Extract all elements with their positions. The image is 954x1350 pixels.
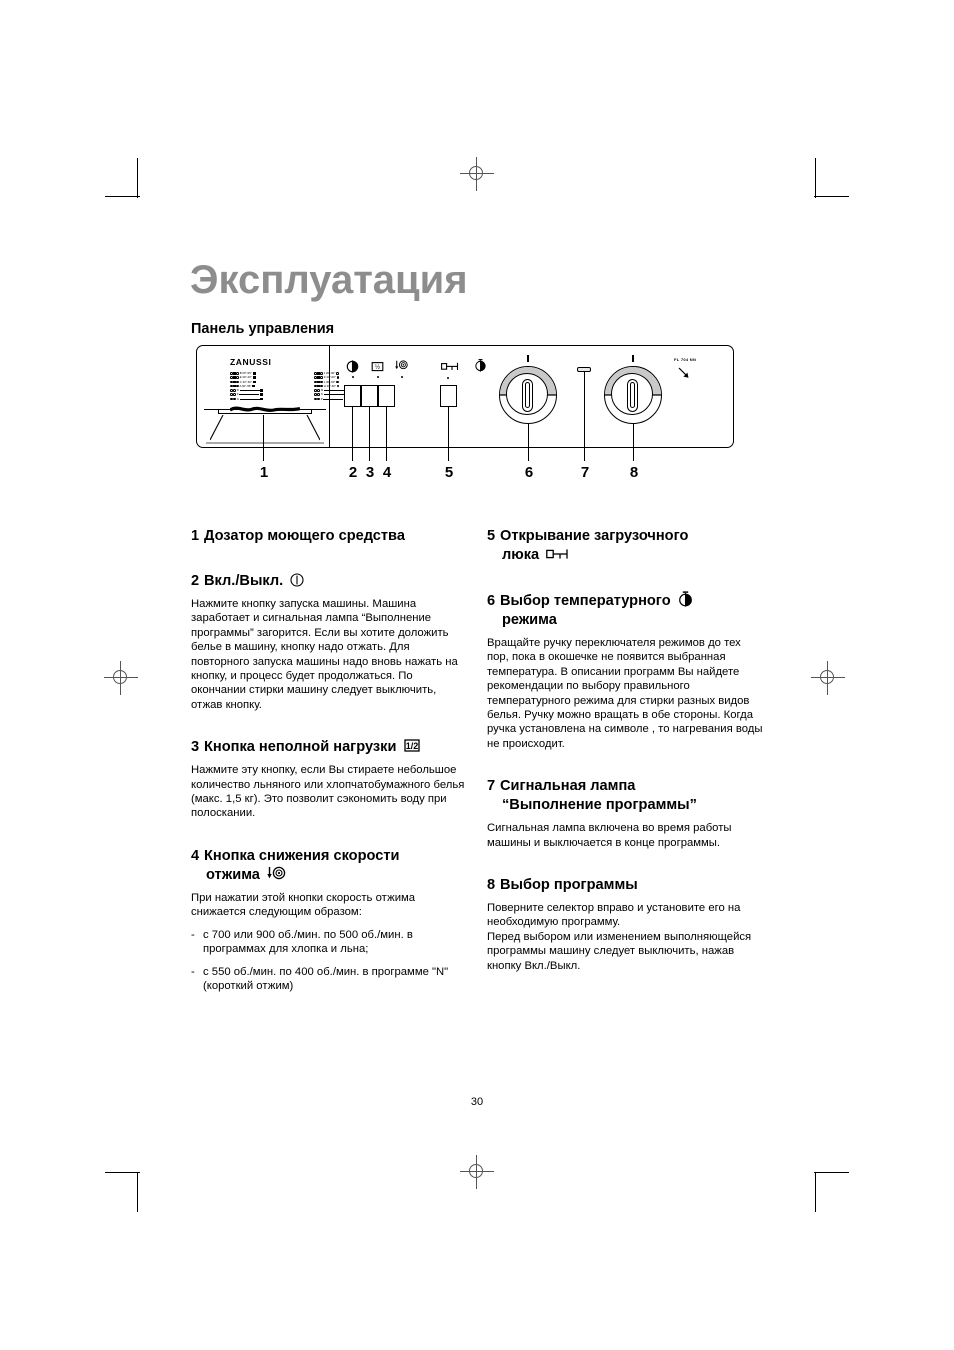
section-8-heading <box>487 876 763 895</box>
section-5-title-line2: люка <box>502 547 540 563</box>
crop-mark-top-left-h <box>105 196 140 197</box>
section-5-heading <box>487 527 763 565</box>
section-1-heading <box>191 527 467 546</box>
section-4-heading <box>191 847 467 885</box>
bullet-dash: - <box>191 928 195 941</box>
spin-reduce-button[interactable] <box>378 385 395 407</box>
section-7-title-line2: “Выполнение программы” <box>502 797 697 814</box>
control-panel-illustration <box>196 345 734 450</box>
section-3-number: 3 <box>191 739 200 756</box>
list-item <box>191 928 467 957</box>
section-1-title: Дозатор моющего средства <box>204 528 405 544</box>
section-3-body: Нажмите эту кнопку, если Вы стираете небольшое количество льняного или хлопчатобумажного белья (макс. 1,5 кг). Это позволит сэкономить воду при полоскании. <box>191 764 465 820</box>
detergent-dispenser-drawer <box>204 409 326 447</box>
section-4-number: 4 <box>191 847 200 864</box>
section-8-body-2: Перед выбором или изменением выполняющейся программы машину следует выключить, нажав кнопку Вкл./Выкл. <box>487 930 752 972</box>
registration-mark-right <box>811 661 845 695</box>
drawer-handle-wave <box>230 406 300 412</box>
registration-mark-top <box>460 157 494 191</box>
program-table-right: J 30°-60° K 30°-60° L 30°-60° H 30°-60° M N P <box>314 371 347 401</box>
section-8-body-1: Поверните селектор вправо и установите его на необходимую программу. <box>487 902 741 929</box>
section-4-body: При нажатии этой кнопки скорость отжима снижается следующим образом: <box>191 891 416 919</box>
crop-mark-bottom-right-v <box>815 1172 816 1212</box>
section-1-number: 1 <box>191 528 200 544</box>
temperature-icon <box>678 591 693 607</box>
section-4-bullet-list <box>191 928 467 994</box>
crop-mark-top-right-v <box>815 158 816 198</box>
section-4-title-line2: отжима <box>206 866 260 883</box>
section-2-heading <box>191 572 467 591</box>
power-button-marker-dot <box>352 376 354 378</box>
section-7-heading <box>487 777 763 815</box>
callout-5: 5 <box>444 464 454 481</box>
program-table-left: B 60°-95° E 30°-40° C 30°-60° A 60°-95° D F G <box>230 371 263 401</box>
program-selector-knob[interactable] <box>604 366 662 424</box>
half-load-button-marker-dot <box>377 376 379 378</box>
callout-1: 1 <box>259 464 269 481</box>
drawer-perspective-right <box>306 415 320 441</box>
section-5-title-line1: Открывание загрузочного <box>500 528 689 544</box>
section-5-number: 5 <box>487 528 496 544</box>
bullet-dash: - <box>191 965 195 978</box>
section-2-number: 2 <box>191 573 200 589</box>
zanussi-logo: ZANUSSI <box>230 357 272 367</box>
power-on-off-icon <box>346 360 359 373</box>
list-item <box>191 965 467 994</box>
callout-3: 3 <box>365 464 375 481</box>
leader-line-3 <box>369 407 370 461</box>
registration-mark-bottom <box>460 1155 494 1189</box>
page-title: Эксплуатация <box>190 258 468 302</box>
crop-mark-bottom-left-v <box>137 1172 138 1212</box>
spin-speed-reduction-icon <box>395 359 408 372</box>
section-7-body: Сигнальная лампа включена во время работы машины и выключается в конце программы. <box>487 822 732 849</box>
section-8-number: 8 <box>487 877 496 894</box>
section-6-title-line1: Выбор температурного <box>500 593 671 609</box>
registration-mark-left <box>104 661 138 695</box>
temperature-knob-tick <box>527 355 529 362</box>
page-number: 30 <box>470 1096 484 1108</box>
crop-mark-bottom-right-h <box>814 1172 849 1173</box>
svg-text:½: ½ <box>374 365 381 371</box>
half-load-icon <box>404 738 420 753</box>
section-6-body: Вращайте ручку переключателя режимов до тех пор, пока в окошечке не появится выбранная температура. В описании программ Вы найдете рекомендации по выбору правильного температурного режима для стирки разных видов белья. Ручку можно вращать в обе стороны. Когда ручка установлена на символе , то нагревания воды не происходит. <box>487 637 763 750</box>
leader-line-2 <box>352 407 353 461</box>
section-6-heading <box>487 591 763 630</box>
section-6-title-line2: режима <box>502 612 557 628</box>
door-button-marker-dot <box>447 377 449 379</box>
right-text-column <box>487 527 763 973</box>
callout-8: 8 <box>629 464 639 481</box>
half-load-icon <box>371 360 384 373</box>
bullet-text: с 700 или 900 об./мин. по 500 об./мин. в программах для хлопка и льна; <box>203 928 413 956</box>
leader-line-8 <box>633 424 634 461</box>
callout-6: 6 <box>524 464 534 481</box>
power-on-off-icon <box>290 573 304 587</box>
section-7-number: 7 <box>487 778 496 795</box>
section-6-number: 6 <box>487 593 496 609</box>
temperature-selector-knob[interactable] <box>499 366 557 424</box>
crop-mark-bottom-left-h <box>105 1172 140 1173</box>
bullet-text: с 550 об./мин. по 400 об./мин. в программе "N" (короткий отжим) <box>203 965 449 992</box>
drawer-perspective-left <box>210 415 224 441</box>
callout-7: 7 <box>580 464 590 481</box>
power-button[interactable] <box>344 385 361 407</box>
section-subtitle: Панель управления <box>191 321 335 337</box>
temperature-icon <box>474 359 487 372</box>
callout-2: 2 <box>348 464 358 481</box>
section-2-body: Нажмите кнопку запуска машины. Машина заработает и сигнальная лампа “Выполнение программы” загорится. Если вы хотите доложить белье в машину, кнопку надо отжать. Для повторного запуска машины надо вновь нажать на кнопку, и процесс будет продолжаться. По окончании стирки машину следует выключить, отжав кнопку. <box>191 598 458 711</box>
section-3-heading <box>191 738 467 757</box>
door-open-button[interactable] <box>440 385 457 407</box>
leader-line-1 <box>263 415 264 461</box>
spin-button-marker-dot <box>401 376 403 378</box>
section-3-title: Кнопка неполной нагрузки <box>204 739 397 756</box>
callout-number-row <box>196 464 734 488</box>
door-open-key-icon <box>441 361 460 372</box>
leader-line-5 <box>448 407 449 461</box>
section-2-title: Вкл./Выкл. <box>204 573 284 589</box>
section-4-title-line1: Кнопка снижения скорости <box>204 847 400 864</box>
leader-line-6 <box>528 424 529 461</box>
spin-speed-reduction-icon <box>267 866 286 881</box>
program-knob-tick <box>632 355 634 362</box>
leader-line-4 <box>386 407 387 461</box>
section-8-title: Выбор программы <box>500 877 638 894</box>
section-7-title-line1: Сигнальная лампа <box>500 778 636 795</box>
svg-text:1/2: 1/2 <box>405 741 418 752</box>
model-arrow-icon <box>678 367 691 380</box>
crop-mark-top-left-v <box>137 158 138 198</box>
left-text-column <box>191 527 467 1001</box>
model-label: FL 704 NN <box>674 357 697 362</box>
crop-mark-top-right-h <box>814 196 849 197</box>
leader-line-7 <box>584 372 585 461</box>
callout-4: 4 <box>382 464 392 481</box>
half-load-button[interactable] <box>361 385 378 407</box>
program-running-lamp <box>577 367 591 372</box>
door-open-key-icon <box>546 547 570 561</box>
